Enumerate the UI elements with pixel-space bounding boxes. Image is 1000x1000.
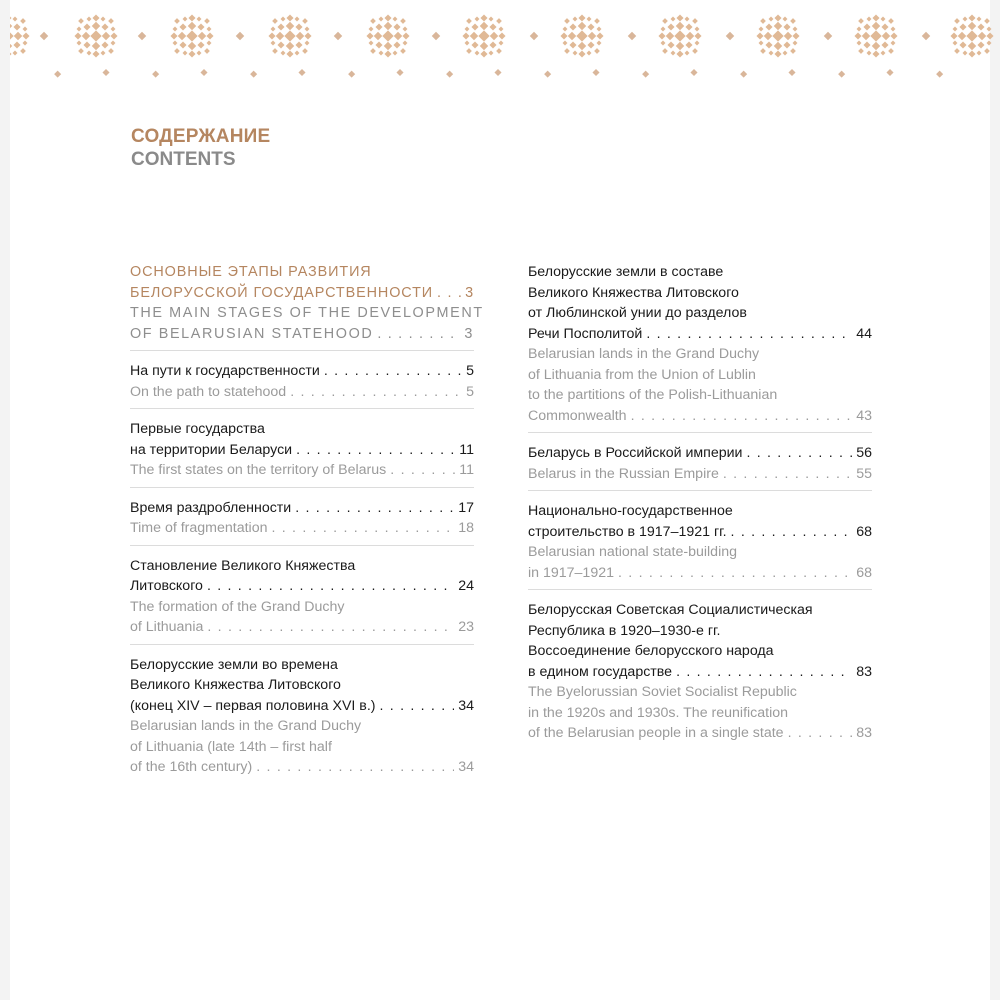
en-title-text: of Lithuania <box>130 619 204 635</box>
en-title-text: On the path to statehood <box>130 383 287 400</box>
ru-title-line <box>528 641 872 662</box>
diamond-dot-icon <box>250 71 257 78</box>
toc-entry[interactable] <box>130 361 474 409</box>
page-number: 11 <box>459 441 474 458</box>
dot-leader <box>788 723 853 744</box>
ru-title-text: Великого Княжества Литовского <box>528 284 739 301</box>
toc-entry[interactable] <box>528 262 872 433</box>
diamond-dot-icon <box>40 32 48 40</box>
ru-title-text: Республика в 1920–1930-е гг. <box>528 622 721 639</box>
ru-title-text: Белорусские земли во времена <box>130 656 338 673</box>
dot-leader <box>723 464 852 485</box>
diamond-dot-icon <box>936 71 943 78</box>
page-number: 24 <box>458 578 474 594</box>
dot-leader <box>390 460 455 481</box>
dot-leader <box>271 518 454 539</box>
ru-title-text: БЕЛОРУССКОЙ ГОСУДАРСТВЕННОСТИ <box>130 284 434 301</box>
dot-leader <box>631 406 853 427</box>
ru-title-text: Великого Княжества Литовского <box>130 677 341 693</box>
ru-title-line <box>528 662 872 683</box>
en-title-line <box>528 344 872 365</box>
dot-leader <box>207 617 454 638</box>
ru-title-line <box>528 600 872 621</box>
dot-leader <box>380 696 455 717</box>
ru-title-text: Белорусские земли в составе <box>528 264 724 280</box>
ornament-band <box>10 10 1000 90</box>
en-title-text: OF BELARUSIAN STATEHOOD <box>130 325 374 342</box>
en-title-line <box>528 723 872 744</box>
page-number: 34 <box>458 759 474 775</box>
diamond-dot-icon <box>200 69 207 76</box>
diamond-dot-icon <box>152 71 159 78</box>
snowflake-ornament-icon <box>268 14 311 57</box>
page-number: 56 <box>856 445 872 461</box>
diamond-dot-icon <box>530 32 538 40</box>
en-title-line <box>130 382 474 403</box>
ru-title-line <box>130 498 474 519</box>
ru-title-line <box>130 419 474 440</box>
diamond-dot-icon <box>628 32 636 40</box>
ru-title-line <box>528 283 872 304</box>
dot-leader <box>324 361 462 382</box>
ru-title-text: Становление Великого Княжества <box>130 557 356 574</box>
page-number: 83 <box>856 663 872 680</box>
dot-leader <box>377 324 460 345</box>
ru-title-text: (конец XIV – первая половина XVI в.) <box>130 697 376 714</box>
page-number: 68 <box>856 523 872 540</box>
page-number: 11 <box>459 462 474 478</box>
ru-title-line <box>528 324 872 345</box>
en-title-line <box>130 597 474 618</box>
en-title-line <box>528 703 872 724</box>
page-number: 18 <box>458 520 474 536</box>
diamond-dot-icon <box>788 69 795 76</box>
snowflake-ornament-icon <box>74 14 117 57</box>
toc-entry[interactable] <box>528 600 872 750</box>
en-title-text: of the Belarusian people in a single state <box>528 725 784 741</box>
contents-heading <box>131 126 270 171</box>
snowflake-ornament-icon <box>560 14 603 57</box>
en-title-text: of Lithuania from the Union of Lublin <box>528 366 756 383</box>
diamond-dot-icon <box>838 71 845 78</box>
en-title-line <box>130 460 474 481</box>
page-number: 5 <box>466 383 474 400</box>
page-number: 5 <box>466 363 474 379</box>
page-number: 44 <box>856 325 872 342</box>
en-title-text: Belarusian lands in the Grand Duchy <box>528 346 760 362</box>
en-title-text: Belarus in the Russian Empire <box>528 465 719 482</box>
ru-title-line <box>528 621 872 642</box>
en-title-line <box>130 737 474 758</box>
document-page <box>10 0 990 1000</box>
en-title-line <box>130 617 474 638</box>
dot-leader <box>676 662 852 683</box>
en-title-line <box>528 464 872 485</box>
page-number: 68 <box>856 564 872 581</box>
toc-entry[interactable] <box>528 443 872 491</box>
snowflake-ornament-icon <box>462 14 505 57</box>
dot-leader <box>618 563 852 584</box>
diamond-dot-icon <box>236 32 244 40</box>
diamond-dot-icon <box>922 32 930 40</box>
en-title-text: THE MAIN STAGES OF THE DEVELOPMENT <box>130 305 484 321</box>
en-title-text: in 1917–1921 <box>528 564 614 581</box>
ru-title-line <box>130 655 474 676</box>
dot-leader <box>256 757 454 778</box>
snowflake-ornament-icon <box>170 14 213 57</box>
en-title-line <box>528 542 872 563</box>
diamond-dot-icon <box>138 32 146 40</box>
diamond-dot-icon <box>824 32 832 40</box>
diamond-dot-icon <box>432 32 440 40</box>
diamond-dot-icon <box>298 69 305 76</box>
ru-title-line <box>130 440 474 461</box>
diamond-dot-icon <box>740 71 747 78</box>
page-number: 3 <box>464 325 474 342</box>
dot-leader <box>646 324 852 345</box>
page-number: 34 <box>458 697 474 714</box>
diamond-dot-icon <box>642 71 649 78</box>
en-title-text: Time of fragmentation <box>130 520 268 536</box>
heading-en: CONTENTS <box>131 149 236 170</box>
dot-leader <box>296 440 455 461</box>
ru-title-line <box>130 556 474 577</box>
diamond-dot-icon <box>446 71 453 78</box>
diamond-dot-icon <box>544 71 551 78</box>
diamond-dot-icon <box>494 69 501 76</box>
en-title-line <box>130 518 474 539</box>
page-number: 23 <box>458 619 474 635</box>
toc-column-right <box>528 262 872 760</box>
ru-title-text: Национально-государственное <box>528 503 733 519</box>
toc-entry[interactable] <box>130 419 474 488</box>
snowflake-ornament-icon <box>366 14 409 57</box>
snowflake-ornament-icon <box>10 14 30 57</box>
page-number: 3 <box>465 284 474 301</box>
en-title-line <box>130 757 474 778</box>
page-number: 55 <box>856 465 872 482</box>
ru-title-text: На пути к государственности <box>130 363 320 379</box>
ru-title-text: Белорусская Советская Социалистическая <box>528 602 813 618</box>
en-title-line <box>130 716 474 737</box>
ru-title-line <box>528 443 872 464</box>
ru-title-text: Литовского <box>130 578 203 594</box>
snowflake-ornament-icon <box>950 14 993 57</box>
en-title-line <box>528 406 872 427</box>
en-title-line <box>528 563 872 584</box>
en-title-line <box>528 385 872 406</box>
snowflake-ornament-icon <box>854 14 897 57</box>
ru-title-line <box>528 262 872 283</box>
snowflake-ornament-icon <box>756 14 799 57</box>
en-title-line <box>528 682 872 703</box>
ru-title-line <box>528 522 872 543</box>
dot-leader <box>207 576 454 597</box>
snowflake-ornament-icon <box>658 14 701 57</box>
diamond-dot-icon <box>102 69 109 76</box>
ru-title-text: строительство в 1917–1921 гг. <box>528 523 727 540</box>
ru-title-text: в едином государстве <box>528 663 673 680</box>
en-title-line <box>130 324 474 345</box>
ru-title-line <box>130 283 474 304</box>
page-number: 17 <box>458 499 474 516</box>
diamond-dot-icon <box>334 32 342 40</box>
ru-title-text: от Люблинской унии до разделов <box>528 305 747 321</box>
toc-entry[interactable] <box>130 262 484 351</box>
en-title-text: Commonwealth <box>528 407 627 424</box>
ru-title-text: на территории Беларуси <box>130 441 293 458</box>
diamond-dot-icon <box>592 69 599 76</box>
diamond-dot-icon <box>396 69 403 76</box>
ru-title-line <box>130 696 474 717</box>
diamond-dot-icon <box>690 69 697 76</box>
dot-leader <box>295 498 454 519</box>
ru-title-line <box>528 501 872 522</box>
en-title-text: of Lithuania (late 14th – first half <box>130 738 332 755</box>
ru-title-text: Беларусь в Российской империи <box>528 445 743 461</box>
toc-entry[interactable] <box>528 501 872 590</box>
ru-title-line <box>130 576 474 597</box>
ru-title-text: Воссоединение белорусского народа <box>528 643 774 659</box>
diamond-dot-icon <box>54 71 61 78</box>
en-title-text: The Byelorussian Soviet Socialist Republic <box>528 684 797 700</box>
ru-title-text: Речи Посполитой <box>528 325 643 342</box>
dot-leader <box>290 382 462 403</box>
en-title-text: of the 16th century) <box>130 759 253 775</box>
toc-entry[interactable] <box>130 655 474 784</box>
toc-entry[interactable] <box>130 556 474 645</box>
en-title-line <box>528 365 872 386</box>
ru-title-text: Время раздробленности <box>130 499 292 516</box>
dot-leader <box>437 283 461 304</box>
page-number: 43 <box>856 407 872 424</box>
diamond-dot-icon <box>726 32 734 40</box>
en-title-text: in the 1920s and 1930s. The reunification <box>528 704 789 721</box>
ru-title-line <box>130 675 474 696</box>
ru-title-line <box>528 303 872 324</box>
ru-title-line <box>130 361 474 382</box>
dot-leader <box>731 522 853 543</box>
dot-leader <box>746 443 852 464</box>
ru-title-line <box>130 262 474 283</box>
diamond-dot-icon <box>348 71 355 78</box>
en-title-text: The formation of the Grand Duchy <box>130 598 345 615</box>
toc-column-left <box>130 262 484 794</box>
toc-entry[interactable] <box>130 498 474 546</box>
en-title-text: to the partitions of the Polish-Lithuanian <box>528 387 778 403</box>
heading-ru: СОДЕРЖАНИЕ <box>131 126 271 147</box>
ru-title-text: ОСНОВНЫЕ ЭТАПЫ РАЗВИТИЯ <box>130 264 372 280</box>
en-title-line <box>130 303 484 324</box>
en-title-text: Belarusian lands in the Grand Duchy <box>130 718 362 734</box>
en-title-text: The first states on the territory of Belarus <box>130 462 387 478</box>
en-title-text: Belarusian national state-building <box>528 544 738 560</box>
ru-title-text: Первые государства <box>130 421 265 437</box>
page-number: 83 <box>856 725 872 741</box>
diamond-dot-icon <box>886 69 893 76</box>
